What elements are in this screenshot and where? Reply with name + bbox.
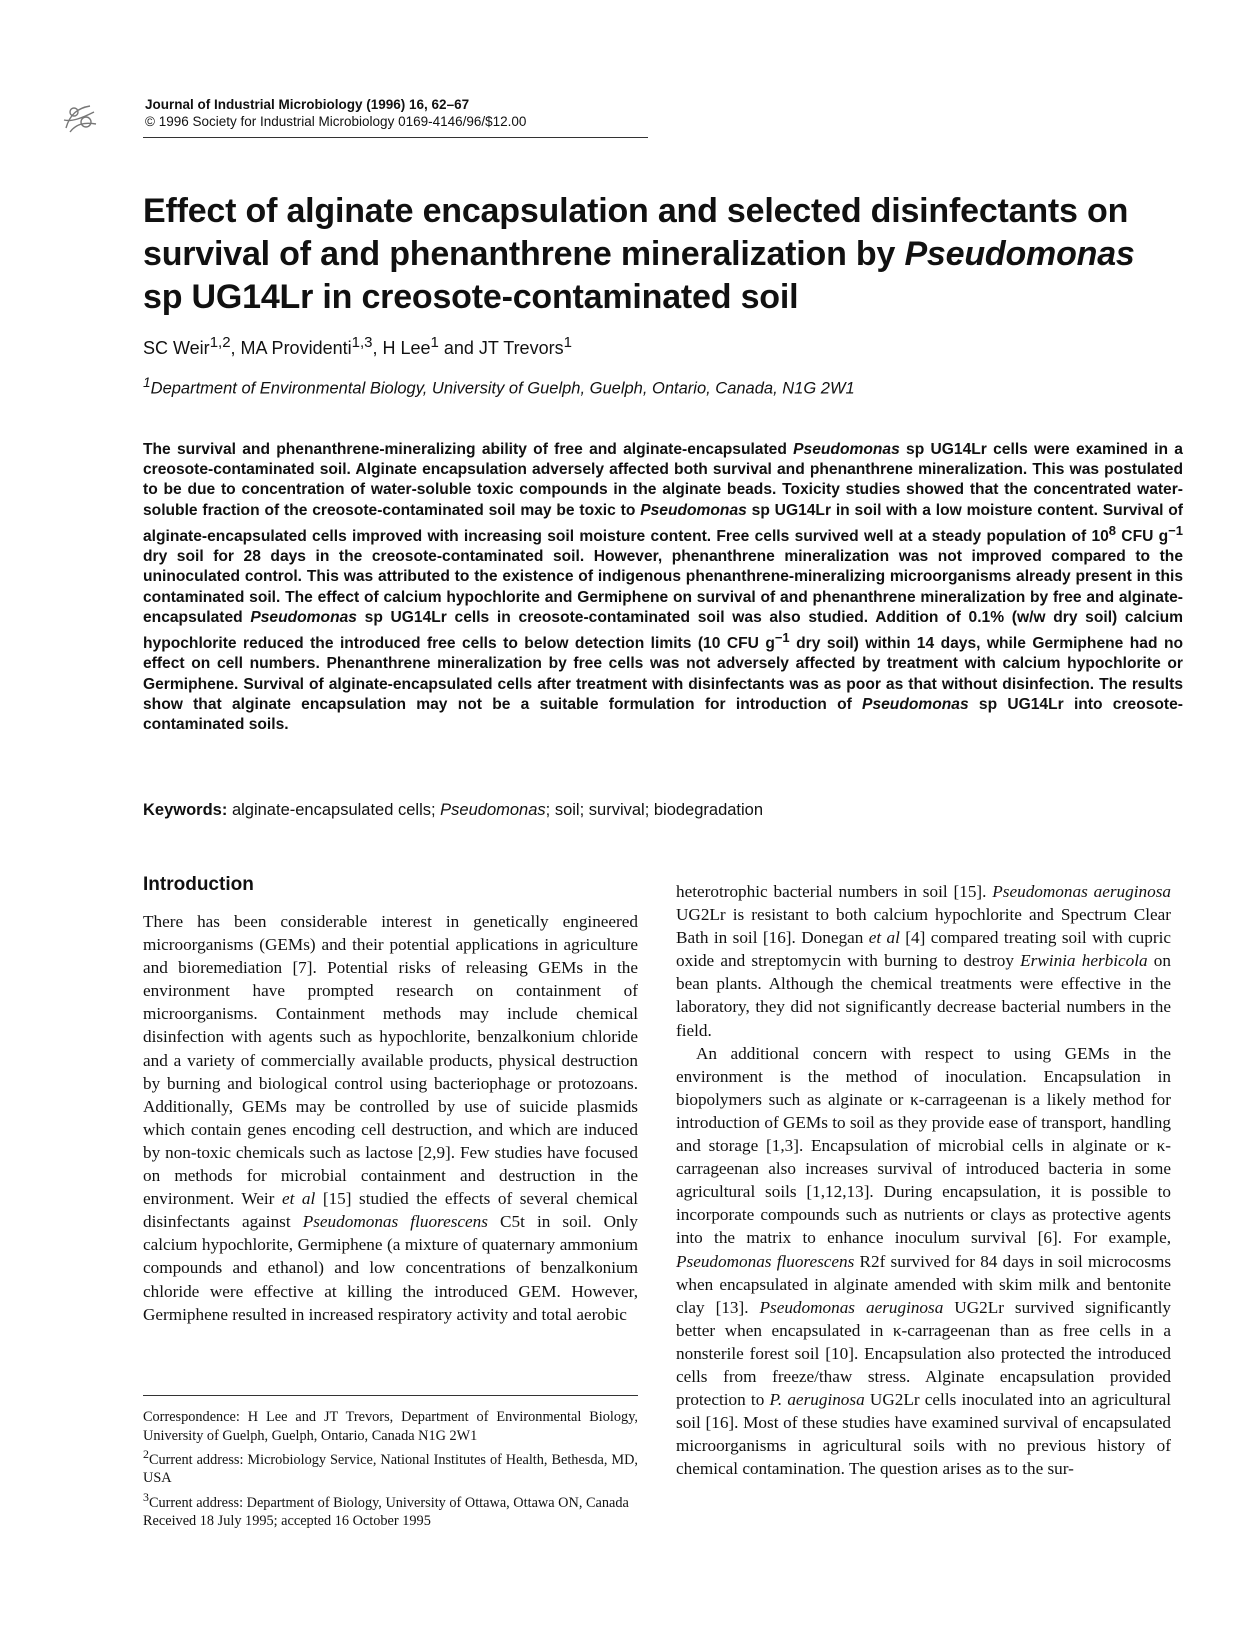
keywords: Keywords: alginate-encapsulated cells; Pseudomonas; soil; survival; biodegradation (143, 801, 764, 819)
paper-title: Effect of alginate encapsulation and selected disinfectants on survival of and phenanthrene mineralization by Pseudomonas sp UG14Lr in creosote-contaminated soil (143, 192, 1135, 316)
section-heading-introduction: Introduction (143, 874, 254, 895)
intro-paragraph-1-continued: heterotrophic bacterial numbers in soil [15]. Pseudomonas aeruginosa UG2Lr is resistant to both calcium hypochlorite and Spectrum Clear Bath in soil [16]. Donegan et al [4] compared treating soil with cupric oxide and streptomycin with burning to destroy Erwinia herbicola on bean plants. Although the chemical treatments were effective in the laboratory, they did not significantly decrease bacterial numbers in the field. (676, 882, 1171, 1040)
body-column-right (676, 880, 1171, 1480)
footnote-address-2: $^2$Current address: Microbiology Service, National Institutes of Health, Bethesda, MD, USA (143, 1447, 638, 1487)
intro-paragraph-2: An additional concern with respect to using GEMs in the environment is the method of inoculation. Encapsulation in biopolymers such as alginate or κ-carrageenan is a likely method for introduction of GEMs to soil as they provide ease of transport, handling and storage [1,3]. Encapsulation of microbial cells in alginate or κ-carrageenan also increases survival of introduced bacteria in some agricultural soils [1,12,13]. During encapsulation, it is possible to incorporate compounds such as nutrients or clays as protective agents into the matrix to enhance inoculum survival [6]. For example, Pseudomonas fluorescens R2f survived for 84 days in soil microcosms when encapsulated in alginate amended with skim milk and bentonite clay [13]. Pseudomonas aeruginosa UG2Lr survived significantly better when encapsulated in κ-carrageenan than as free cells in a nonsterile forest soil [10]. Encapsulation also protected the introduced cells from freeze/thaw stress. Alginate encapsulation provided protection to P. aeruginosa UG2Lr cells inoculated into an agricultural soil [16]. Most of these studies have examined survival of encapsulated microorganisms in agricultural soils with no previous history of chemical contamination. The question arises as to the sur- (676, 1043, 1172, 1479)
intro-paragraph-1: There has been considerable interest in genetically engineered microorganisms (GEMs) and their potential applications in agriculture and bioremediation [7]. Potential risks of releasing GEMs in the environment have prompted research on containment of microorganisms. Containment methods may include chemical disinfection with agents such as hypochlorite, benzalkonium chloride and a variety of commercially available products, physical destruction by burning and biological control using bacteriophage or protozoans. Additionally, GEMs may be controlled by use of suicide plasmids which contain genes encoding cell destruction, and which are induced by non-toxic chemicals such as lactose [2,9]. Few studies have focused on methods for microbial containment and destruction in the environment. Weir et al [15] studied the effects of several chemical disinfectants against Pseudomonas fluorescens C5t in soil. Only calcium hypochlorite, Germiphene (a mixture of quaternary ammonium compounds and ethanol) and low concentrations of benzalkonium chloride were effective at killing the introduced GEM. However, Germiphene resulted in increased respiratory activity and total aerobic (143, 912, 639, 1324)
author-list: SC Weir$^{1,2}$, MA Providenti$^{1,3}$, H Lee$^1$ and JT Trevors$^1$ (143, 334, 572, 358)
affiliation: $^1$Department of Environmental Biology, University of Guelph, Guelph, Ontario, Canada, N1G 2W1 (143, 375, 855, 398)
journal-header (145, 96, 526, 130)
copyright-line: © 1996 Society for Industrial Microbiology 0169-4146/96/$12.00 (145, 114, 527, 129)
body-column-left (143, 910, 638, 1326)
footnotes (143, 1408, 638, 1531)
footnote-divider (143, 1395, 638, 1396)
journal-citation: Journal of Industrial Microbiology (1996) 16, 62–67 (145, 97, 470, 112)
abstract: The survival and phenanthrene-mineralizing ability of free and alginate-encapsulated Pseudomonas sp UG14Lr cells were examined in a creosote-contaminated soil. Alginate encapsulation adversely affected both survival and phenanthrene mineralization. This was postulated to be due to concentration of water-soluble toxic compounds in the alginate beads. Toxicity studies showed that the concentrated water-soluble fraction of the creosote-contaminated soil may be toxic to Pseudomonas sp UG14Lr in soil with a low moisture content. Survival of alginate-encapsulated cells improved with increasing soil moisture content. Free cells survived well at a steady population of $10^8$ CFU $g^{-1}$ dry soil for 28 days in the creosote-contaminated soil. However, phenanthrene mineralization was not improved compared to the uninoculated control. This was attributed to the existence of indigenous phenanthrene-mineralizing microorganisms already present in this contaminated soil. The effect of calcium hypochlorite and Germiphene on survival of and phenanthrene mineralization by free and alginate-encapsulated Pseudomonas sp UG14Lr cells in creosote-contaminated soil was also studied. Addition of 0.1% (w/w dry soil) calcium hypochlorite reduced the introduced free cells to below detection limits (10 CFU $g^{-1}$ dry soil) within 14 days, while Germiphene had no effect on cell numbers. Phenanthrene mineralization by free cells was not adversely affected by treatment with calcium hypochlorite or Germiphene. Survival of alginate-encapsulated cells after treatment with disinfectants was as poor as that without disinfection. The results show that alginate encapsulation may not be a suitable formulation for introduction of Pseudomonas sp UG14Lr into creosote-contaminated soils. (143, 441, 1184, 734)
footnote-correspondence: Correspondence: H Lee and JT Trevors, Department of Environmental Biology, University of Guelph, Guelph, Ontario, Canada N1G 2W1 (143, 1409, 638, 1444)
header-divider (143, 137, 648, 138)
footnote-received: Received 18 July 1995; accepted 16 October 1995 (143, 1513, 431, 1530)
footnote-address-3: $^3$Current address: Department of Biology, University of Ottawa, Ottawa ON, Canada (143, 1489, 629, 1511)
society-logo-icon (60, 100, 100, 136)
